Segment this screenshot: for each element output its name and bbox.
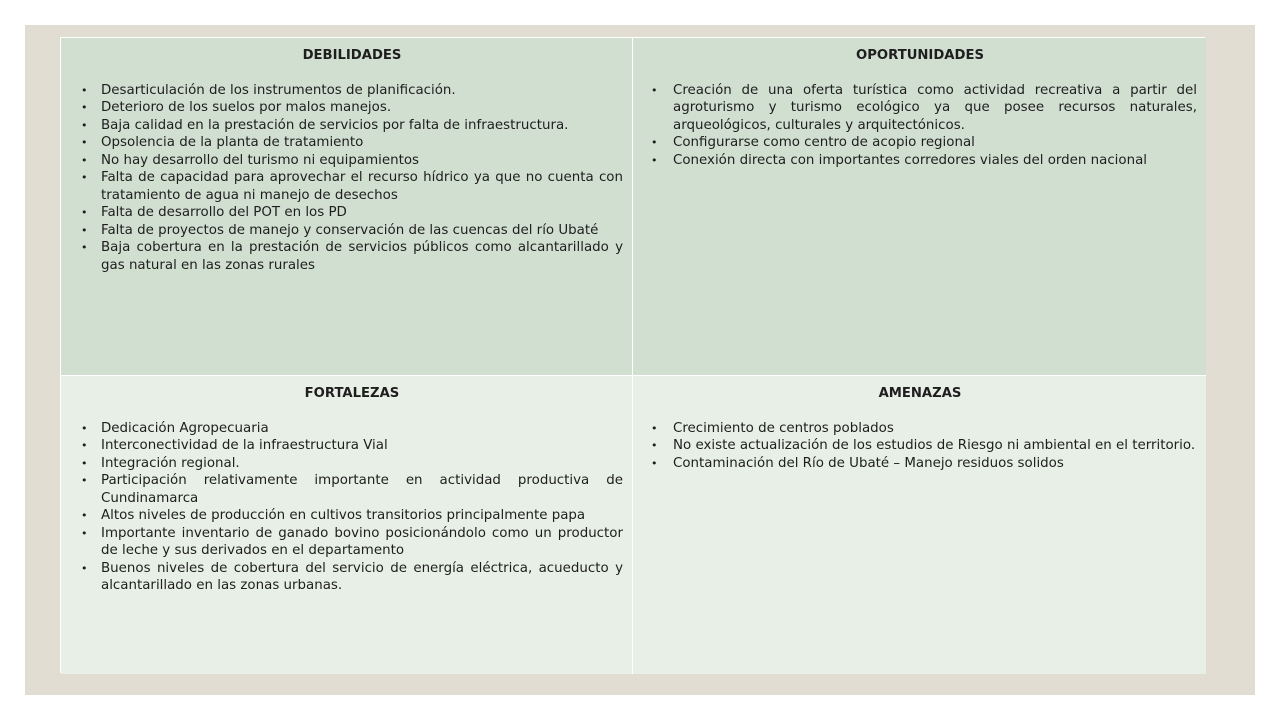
list-item (81, 117, 623, 135)
amenazas-list (643, 420, 1197, 473)
bullet-icon: • (81, 509, 88, 522)
list-item-text: Opsolencia de la planta de tratamiento (101, 135, 364, 150)
list-item-text: No existe actualización de los estudios de Riesgo ni ambiental en el territorio. (673, 438, 1196, 453)
list-item-text: Baja cobertura en la prestación de servicios públicos como alcantarillado y gas natural en las zonas rurales (101, 240, 623, 273)
list-item (81, 455, 623, 473)
fortalezas-heading: FORTALEZAS (304, 386, 400, 401)
list-item-text: Dedicación Agropecuaria (101, 420, 269, 436)
list-item-text: Importante inventario de ganado bovino posicionándolo como un productor de leche y sus derivados en el departamento (101, 525, 623, 558)
debilidades-cell (61, 38, 633, 376)
bullet-icon: • (81, 136, 88, 149)
bullet-icon: • (651, 153, 658, 167)
bullet-icon: • (651, 83, 658, 97)
list-item (81, 560, 623, 595)
amenazas-cell (633, 376, 1206, 674)
bullet-icon: • (81, 101, 88, 114)
bullet-icon: • (81, 153, 88, 167)
list-item-text: Interconectividad de la infraestructura Vial (101, 438, 388, 453)
list-item (81, 204, 623, 222)
bullet-icon: • (81, 241, 88, 254)
debilidades-heading: DEBILIDADES (302, 48, 402, 63)
list-item (643, 420, 1197, 438)
list-item-text: Buenos niveles de cobertura del servicio de energía eléctrica, acueducto y alcantarillado en las zonas urbanas. (101, 560, 623, 593)
list-item (81, 239, 623, 274)
list-item-text: Configurarse como centro de acopio regional (673, 135, 975, 150)
list-item (81, 472, 623, 507)
list-item-text: Falta de proyectos de manejo y conservación de las cuencas del río Ubaté (101, 222, 599, 238)
list-item-text: Conexión directa con importantes corredores viales del orden nacional (673, 152, 1148, 168)
bullet-icon: • (651, 136, 658, 149)
list-item (643, 82, 1197, 135)
list-item-text: Contaminación del Río de Ubaté – Manejo residuos solidos (673, 455, 1064, 471)
list-item (81, 152, 623, 170)
oportunidades-list (643, 82, 1197, 170)
bullet-icon: • (81, 118, 88, 132)
list-item-text: Baja calidad en la prestación de servicios por falta de infraestructura. (101, 117, 569, 133)
list-item (81, 99, 623, 117)
bullet-icon: • (81, 561, 88, 575)
list-item-text: Deterioro de los suelos por malos manejos. (101, 100, 392, 115)
bullet-icon: • (651, 439, 658, 452)
list-item-text: Desarticulación de los instrumentos de planificación. (101, 82, 456, 98)
list-item-text: Falta de capacidad para aprovechar el recurso hídrico ya que no cuenta con tratamiento de agua ni manejo de desechos (101, 170, 623, 203)
list-item-text: Creación de una oferta turística como actividad recreativa a partir del agroturismo y turismo ecológico ya que posee recursos naturales, arqueológicos, culturales y arquitectónicos. (673, 82, 1197, 133)
bullet-icon: • (81, 83, 88, 97)
list-item (81, 169, 623, 204)
list-item (643, 152, 1197, 170)
list-item (81, 507, 623, 525)
list-item-text: Participación relativamente importante en actividad productiva de Cundinamarca (101, 473, 623, 506)
fortalezas-list (81, 420, 623, 595)
bullet-icon: • (81, 526, 88, 540)
amenazas-heading: AMENAZAS (878, 386, 962, 401)
bullet-icon: • (81, 421, 88, 435)
slide-frame (25, 25, 1255, 695)
fortalezas-cell (61, 376, 633, 674)
list-item (643, 134, 1197, 152)
list-item (81, 525, 623, 560)
list-item-text: Crecimiento de centros poblados (673, 420, 894, 436)
list-item-text: Falta de desarrollo del POT en los PD (101, 205, 347, 220)
bullet-icon: • (81, 171, 88, 184)
bullet-icon: • (81, 223, 88, 237)
list-item (81, 82, 623, 100)
list-item (643, 455, 1197, 473)
bullet-icon: • (651, 421, 658, 435)
debilidades-list (81, 82, 623, 275)
bullet-icon: • (651, 456, 658, 470)
oportunidades-cell (633, 38, 1206, 376)
list-item (81, 437, 623, 455)
bullet-icon: • (81, 206, 88, 219)
list-item-text: Altos niveles de producción en cultivos transitorios principalmente papa (101, 508, 586, 523)
list-item (81, 222, 623, 240)
list-item-text: No hay desarrollo del turismo ni equipamientos (101, 152, 419, 168)
list-item (81, 420, 623, 438)
list-item (81, 134, 623, 152)
list-item (643, 437, 1197, 455)
bullet-icon: • (81, 474, 88, 487)
bullet-icon: • (81, 456, 88, 470)
swot-table (60, 37, 1205, 673)
list-item-text: Integración regional. (101, 455, 240, 471)
bullet-icon: • (81, 439, 88, 452)
oportunidades-heading: OPORTUNIDADES (856, 48, 984, 63)
